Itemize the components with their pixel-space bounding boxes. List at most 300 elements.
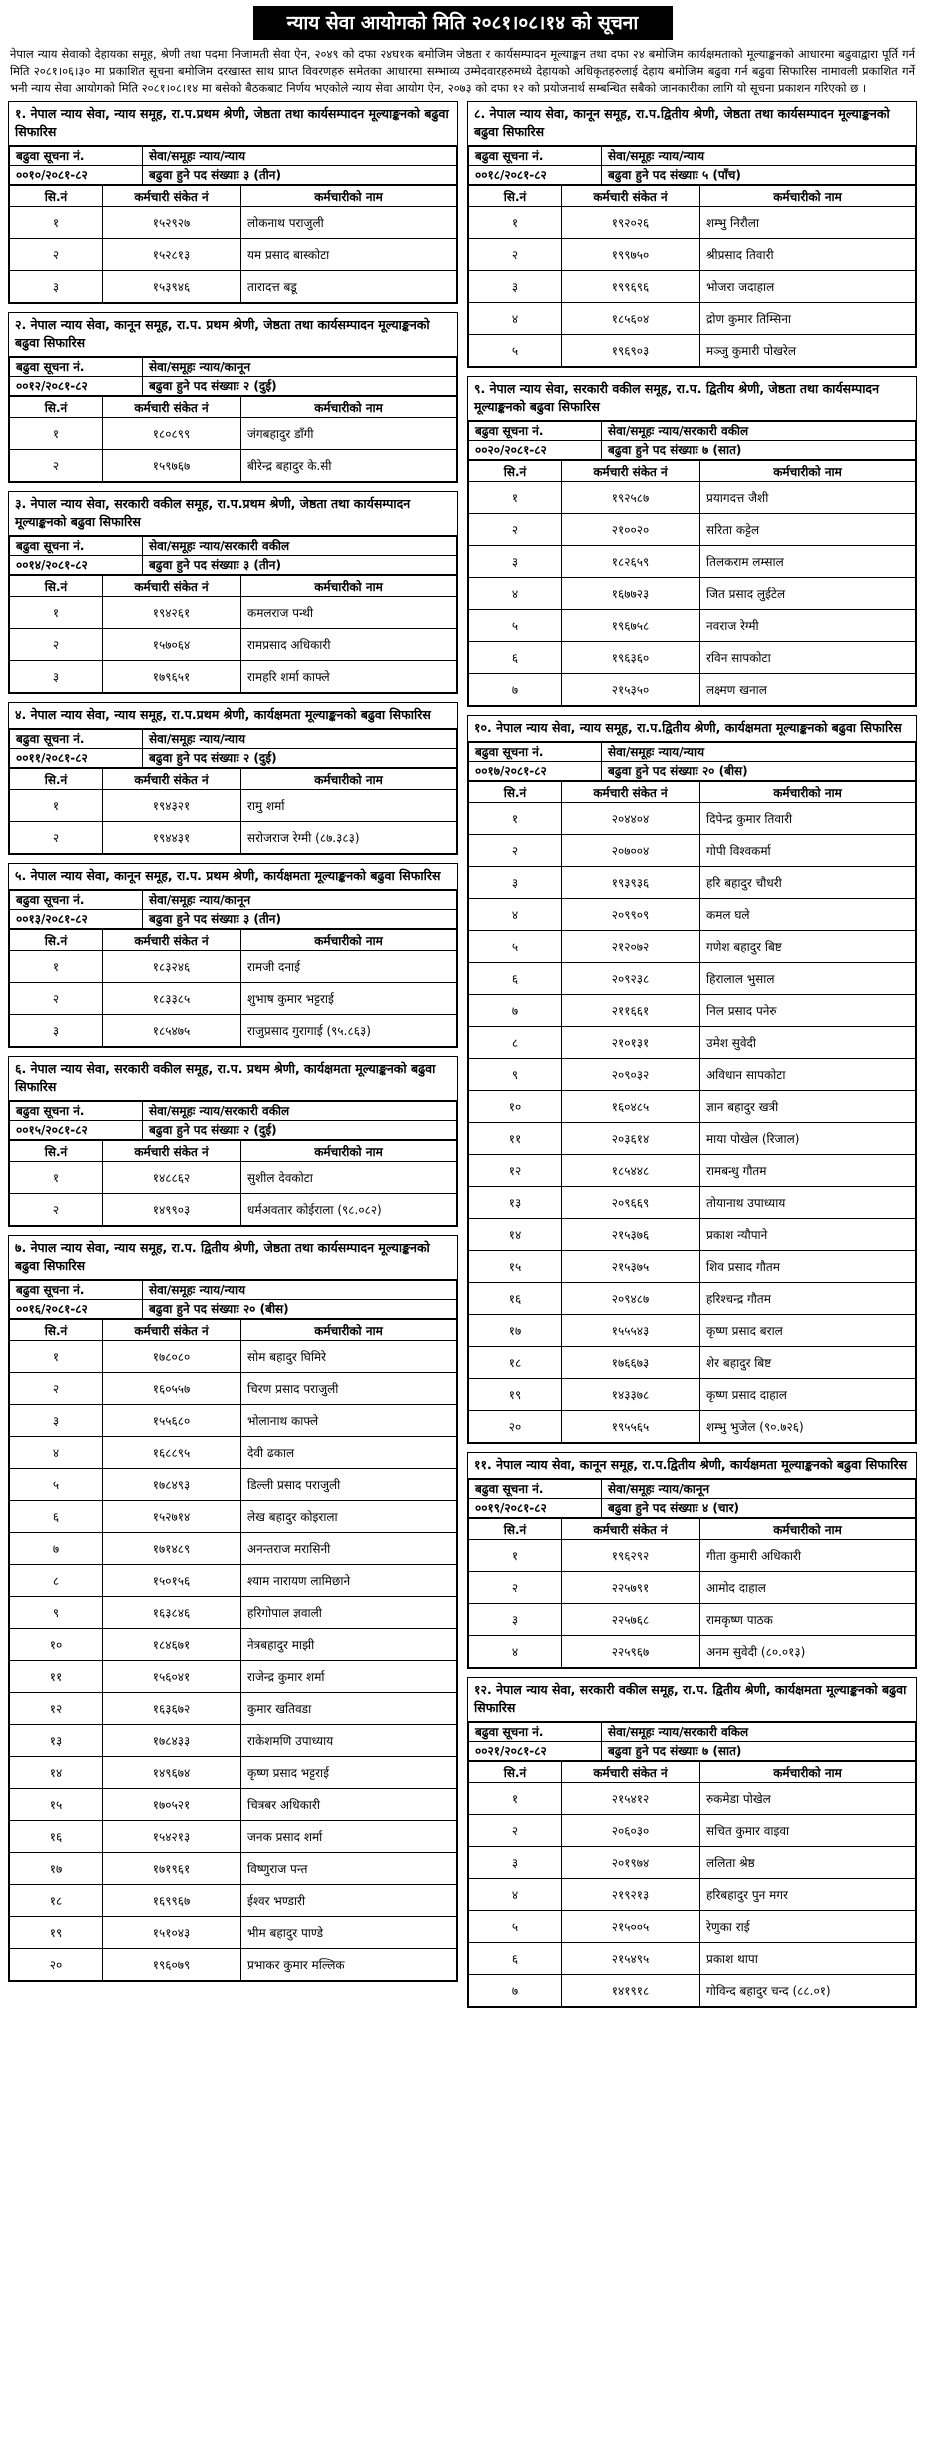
column-header-name: कर्मचारीको नाम bbox=[700, 1762, 916, 1783]
table-row bbox=[10, 418, 457, 450]
employee-name: माया पोखेल (रिजाल) bbox=[700, 1123, 916, 1155]
notice-number-label: बढुवा सूचना नं. bbox=[10, 891, 143, 910]
table-row bbox=[469, 239, 916, 271]
column-header-sn: सि.नं bbox=[469, 1762, 562, 1783]
table-header-row bbox=[10, 397, 457, 418]
employee-code: २१९२१३ bbox=[562, 1879, 700, 1911]
employee-name: ईश्वर भण्डारी bbox=[241, 1885, 457, 1917]
employee-name: रामहरि शर्मा काफ्ले bbox=[241, 661, 457, 693]
employee-code: २०६०३० bbox=[562, 1815, 700, 1847]
employee-code: १९४४३१ bbox=[103, 822, 241, 854]
employee-code: १४९६७४ bbox=[103, 1757, 241, 1789]
serial-number: ४ bbox=[469, 1636, 562, 1668]
serial-number: ३ bbox=[10, 1015, 103, 1047]
employee-name: चिरण प्रसाद पराजुली bbox=[241, 1373, 457, 1405]
table-row bbox=[10, 1661, 457, 1693]
notice-number-label: बढुवा सूचना नं. bbox=[10, 1281, 143, 1300]
employee-name: अनम सुवेदी (८०.०१३) bbox=[700, 1636, 916, 1668]
column-header-sn: सि.नं bbox=[10, 930, 103, 951]
employee-code: २२५९६७ bbox=[562, 1636, 700, 1668]
table-row bbox=[469, 1027, 916, 1059]
employee-name: प्रकाश थापा bbox=[700, 1943, 916, 1975]
table-row bbox=[469, 1847, 916, 1879]
serial-number: १७ bbox=[10, 1853, 103, 1885]
employee-name: राजेन्द्र कुमार शर्मा bbox=[241, 1661, 457, 1693]
notice-info-row bbox=[469, 1742, 916, 1761]
employee-name: शम्भु भुजेल (९०.७२६) bbox=[700, 1411, 916, 1443]
table-header-row bbox=[469, 461, 916, 482]
serial-number: ९ bbox=[469, 1059, 562, 1091]
employee-name: कुमार खतिवडा bbox=[241, 1693, 457, 1725]
employee-name: भोजरा जदाहाल bbox=[700, 271, 916, 303]
notice-info-row bbox=[10, 891, 457, 910]
serial-number: २० bbox=[10, 1949, 103, 1981]
employee-name: शुभाष कुमार भट्टराई bbox=[241, 983, 457, 1015]
notice-number-label: बढुवा सूचना नं. bbox=[10, 537, 143, 556]
serial-number: १ bbox=[10, 207, 103, 239]
employee-name: प्रकाश न्यौपाने bbox=[700, 1219, 916, 1251]
section-heading: ९. नेपाल न्याय सेवा, सरकारी वकील समूह, रा.प. द्वितीय श्रेणी, जेष्ठता तथा कार्यसम्पादन मूल्याङ्कनको बढुवा सिफारिस bbox=[468, 377, 916, 421]
employee-name: अनन्तराज मरासिनी bbox=[241, 1533, 457, 1565]
posts-count: बढुवा हुने पद संख्याः ७ (सात) bbox=[602, 441, 916, 460]
serial-number: ६ bbox=[10, 1501, 103, 1533]
table-row bbox=[469, 867, 916, 899]
serial-number: १६ bbox=[469, 1283, 562, 1315]
table-row bbox=[10, 1853, 457, 1885]
employee-code: १९६७५८ bbox=[562, 610, 700, 642]
table-row bbox=[469, 1975, 916, 2007]
employee-name: द्रोण कुमार तिम्सिना bbox=[700, 303, 916, 335]
notice-info-table bbox=[9, 146, 457, 185]
table-row bbox=[469, 1879, 916, 1911]
recommendation-table bbox=[9, 185, 457, 303]
serial-number: ५ bbox=[469, 335, 562, 367]
employee-name: प्रयागदत्त जैशी bbox=[700, 482, 916, 514]
column-header-code: कर्मचारी संकेत नं bbox=[103, 186, 241, 207]
notice-info-table bbox=[9, 536, 457, 575]
employee-name: भीम बहादुर पाण्डे bbox=[241, 1917, 457, 1949]
serial-number: २ bbox=[469, 1572, 562, 1604]
employee-code: १९२५८७ bbox=[562, 482, 700, 514]
section-heading: २. नेपाल न्याय सेवा, कानून समूह, रा.प. प्रथम श्रेणी, जेष्ठता तथा कार्यसम्पादन मूल्याङ्कनको बढुवा सिफारिस bbox=[9, 313, 457, 357]
employee-name: गोविन्द बहादुर चन्द (८८.०१) bbox=[700, 1975, 916, 2007]
employee-code: १५२९२७ bbox=[103, 207, 241, 239]
column-header-sn: सि.नं bbox=[469, 461, 562, 482]
posts-count: बढुवा हुने पद संख्याः ४ (चार) bbox=[602, 1499, 916, 1518]
column-header-name: कर्मचारीको नाम bbox=[241, 769, 457, 790]
notice-info-row bbox=[10, 556, 457, 575]
employee-code: १६७७२३ bbox=[562, 578, 700, 610]
employee-name: सुशील देवकोटा bbox=[241, 1162, 457, 1194]
serial-number: ९ bbox=[10, 1597, 103, 1629]
column-header-name: कर्मचारीको नाम bbox=[241, 1320, 457, 1341]
employee-code: १७०५२१ bbox=[103, 1789, 241, 1821]
table-row bbox=[10, 629, 457, 661]
recommendation-table bbox=[9, 929, 457, 1047]
serial-number: ६ bbox=[469, 1943, 562, 1975]
notice-number: ००१९/२०८१-८२ bbox=[469, 1499, 602, 1518]
employee-code: १७९६५१ bbox=[103, 661, 241, 693]
employee-name: रामु शर्मा bbox=[241, 790, 457, 822]
column-header-code: कर्मचारी संकेत नं bbox=[562, 461, 700, 482]
table-row bbox=[10, 597, 457, 629]
employee-name: कमल घले bbox=[700, 899, 916, 931]
employee-name: श्याम नारायण लामिछाने bbox=[241, 1565, 457, 1597]
serial-number: १३ bbox=[469, 1187, 562, 1219]
column-header-name: कर्मचारीको नाम bbox=[700, 1519, 916, 1540]
serial-number: ७ bbox=[10, 1533, 103, 1565]
serial-number: ५ bbox=[469, 610, 562, 642]
table-row bbox=[10, 1917, 457, 1949]
notice-info-row bbox=[10, 377, 457, 396]
table-header-row bbox=[469, 1762, 916, 1783]
service-group: सेवा/समूहः न्याय/न्याय bbox=[602, 743, 916, 762]
employee-code: १८३३८५ bbox=[103, 983, 241, 1015]
column-header-code: कर्मचारी संकेत नं bbox=[562, 782, 700, 803]
notice-info-row bbox=[469, 422, 916, 441]
sections-columns bbox=[8, 101, 917, 2016]
employee-name: मञ्जु कुमारी पोखरेल bbox=[700, 335, 916, 367]
employee-name: देवी ढकाल bbox=[241, 1437, 457, 1469]
employee-code: १६०५५७ bbox=[103, 1373, 241, 1405]
employee-code: १७८४३३ bbox=[103, 1725, 241, 1757]
notice-title: न्याय सेवा आयोगको मिति २०८१।०८।१४ को सूचना bbox=[253, 6, 673, 40]
table-row bbox=[469, 1943, 916, 1975]
notice-info-row bbox=[469, 743, 916, 762]
table-row bbox=[10, 1693, 457, 1725]
notice-number-label: बढुवा सूचना नं. bbox=[10, 358, 143, 377]
table-row bbox=[469, 546, 916, 578]
employee-name: आमोद दाहाल bbox=[700, 1572, 916, 1604]
employee-name: कृष्ण प्रसाद बराल bbox=[700, 1315, 916, 1347]
employee-name: तिलकराम लम्साल bbox=[700, 546, 916, 578]
employee-code: १८५६०४ bbox=[562, 303, 700, 335]
serial-number: २ bbox=[10, 1373, 103, 1405]
employee-code: १९९६९६ bbox=[562, 271, 700, 303]
serial-number: २ bbox=[10, 983, 103, 1015]
notice-number: ००१३/२०८१-८२ bbox=[10, 910, 143, 929]
recommendation-table bbox=[468, 185, 916, 367]
employee-name: सरिता कट्टेल bbox=[700, 514, 916, 546]
employee-code: १८२६५९ bbox=[562, 546, 700, 578]
notice-number-label: बढुवा सूचना नं. bbox=[10, 730, 143, 749]
table-row bbox=[10, 1373, 457, 1405]
notice-info-row bbox=[469, 1499, 916, 1518]
column-header-sn: सि.नं bbox=[10, 1320, 103, 1341]
column-header-sn: सि.नं bbox=[10, 769, 103, 790]
column-header-code: कर्मचारी संकेत नं bbox=[562, 1519, 700, 1540]
table-row bbox=[469, 303, 916, 335]
notice-number-label: बढुवा सूचना नं. bbox=[469, 1723, 602, 1742]
table-header-row bbox=[10, 1320, 457, 1341]
notice-info-table bbox=[9, 890, 457, 929]
serial-number: १४ bbox=[469, 1219, 562, 1251]
column-header-sn: सि.नं bbox=[10, 186, 103, 207]
table-row bbox=[469, 1123, 916, 1155]
notice-number: ००१६/२०८१-८२ bbox=[10, 1300, 143, 1319]
column-header-code: कर्मचारी संकेत नं bbox=[103, 576, 241, 597]
employee-code: १५५६८० bbox=[103, 1405, 241, 1437]
section-4 bbox=[8, 702, 458, 855]
serial-number: १९ bbox=[469, 1379, 562, 1411]
table-header-row bbox=[469, 1519, 916, 1540]
recommendation-table bbox=[468, 1518, 916, 1668]
table-row bbox=[469, 514, 916, 546]
notice-info-table bbox=[9, 729, 457, 768]
employee-name: गीता कुमारी अधिकारी bbox=[700, 1540, 916, 1572]
employee-code: १७८०८० bbox=[103, 1341, 241, 1373]
column-header-sn: सि.नं bbox=[469, 782, 562, 803]
employee-name: यम प्रसाद बास्कोटा bbox=[241, 239, 457, 271]
employee-name: गोपी विश्वकर्मा bbox=[700, 835, 916, 867]
posts-count: बढुवा हुने पद संख्याः ३ (तीन) bbox=[143, 166, 457, 185]
employee-name: लक्ष्मण खनाल bbox=[700, 674, 916, 706]
table-row bbox=[10, 1501, 457, 1533]
table-row bbox=[469, 1283, 916, 1315]
notice-info-row bbox=[469, 1723, 916, 1742]
table-row bbox=[469, 642, 916, 674]
section-12 bbox=[467, 1677, 917, 2008]
employee-name: राकेशमणि उपाध्याय bbox=[241, 1725, 457, 1757]
service-group: सेवा/समूहः न्याय/सरकारी वकिल bbox=[602, 1723, 916, 1742]
column-header-name: कर्मचारीको नाम bbox=[241, 1141, 457, 1162]
employee-code: २१५३७६ bbox=[562, 1219, 700, 1251]
table-row bbox=[10, 207, 457, 239]
column-header-sn: सि.नं bbox=[469, 1519, 562, 1540]
section-1 bbox=[8, 101, 458, 304]
table-row bbox=[469, 482, 916, 514]
notice-number: ००१८/२०८१-८२ bbox=[469, 166, 602, 185]
column-header-name: कर्मचारीको नाम bbox=[700, 461, 916, 482]
employee-code: २०४४०४ bbox=[562, 803, 700, 835]
employee-name: विष्णुराज पन्त bbox=[241, 1853, 457, 1885]
employee-name: कृष्ण प्रसाद दाहाल bbox=[700, 1379, 916, 1411]
section-heading: ५. नेपाल न्याय सेवा, कानून समूह, रा.प. प्रथम श्रेणी, कार्यक्षमता मूल्याङ्कनको बढुवा सिफारिस bbox=[9, 864, 457, 890]
employee-name: रुकमेडा पोखेल bbox=[700, 1783, 916, 1815]
table-row bbox=[469, 963, 916, 995]
table-row bbox=[10, 951, 457, 983]
employee-name: हरि बहादुर चौधरी bbox=[700, 867, 916, 899]
notice-number: ००१०/२०८१-८२ bbox=[10, 166, 143, 185]
table-row bbox=[469, 1783, 916, 1815]
serial-number: ७ bbox=[469, 995, 562, 1027]
employee-name: सोम बहादुर घिमिरे bbox=[241, 1341, 457, 1373]
table-row bbox=[469, 1911, 916, 1943]
employee-name: चित्रबर अधिकारी bbox=[241, 1789, 457, 1821]
notice-info-row bbox=[469, 441, 916, 460]
serial-number: ५ bbox=[10, 1469, 103, 1501]
column-header-name: कर्मचारीको नाम bbox=[241, 186, 457, 207]
column-header-sn: सि.नं bbox=[10, 576, 103, 597]
section-heading: १०. नेपाल न्याय सेवा, न्याय समूह, रा.प.द्वितीय श्रेणी, कार्यक्षमता मूल्याङ्कनको बढुवा सिफारिस bbox=[468, 716, 916, 742]
table-row bbox=[469, 1572, 916, 1604]
serial-number: १५ bbox=[469, 1251, 562, 1283]
table-row bbox=[10, 1533, 457, 1565]
employee-code: १५५५४३ bbox=[562, 1315, 700, 1347]
service-group: सेवा/समूहः न्याय/कानून bbox=[143, 891, 457, 910]
notice-number: ००१२/२०८१-८२ bbox=[10, 377, 143, 396]
notice-info-row bbox=[10, 537, 457, 556]
service-group: सेवा/समूहः न्याय/न्याय bbox=[602, 147, 916, 166]
table-header-row bbox=[10, 930, 457, 951]
posts-count: बढुवा हुने पद संख्याः ३ (तीन) bbox=[143, 910, 457, 929]
serial-number: ४ bbox=[469, 578, 562, 610]
column-header-code: कर्मचारी संकेत नं bbox=[103, 930, 241, 951]
employee-code: १९२०२६ bbox=[562, 207, 700, 239]
serial-number: ११ bbox=[10, 1661, 103, 1693]
employee-name: श्रीप्रसाद तिवारी bbox=[700, 239, 916, 271]
employee-name: दिपेन्द्र कुमार तिवारी bbox=[700, 803, 916, 835]
table-row bbox=[10, 1015, 457, 1047]
notice-number: ००२०/२०८१-८२ bbox=[469, 441, 602, 460]
serial-number: २ bbox=[10, 1194, 103, 1226]
column-header-name: कर्मचारीको नाम bbox=[241, 397, 457, 418]
table-row bbox=[10, 1194, 457, 1226]
serial-number: ७ bbox=[469, 1975, 562, 2007]
notice-info-row bbox=[10, 1102, 457, 1121]
column-header-code: कर्मचारी संकेत नं bbox=[103, 1320, 241, 1341]
serial-number: ३ bbox=[469, 867, 562, 899]
serial-number: ३ bbox=[10, 661, 103, 693]
table-header-row bbox=[469, 782, 916, 803]
employee-code: १४३३७८ bbox=[562, 1379, 700, 1411]
notice-info-row bbox=[10, 1121, 457, 1140]
service-group: सेवा/समूहः न्याय/न्याय bbox=[143, 730, 457, 749]
employee-name: भोलानाथ काफ्ले bbox=[241, 1405, 457, 1437]
employee-name: तारादत्त बडू bbox=[241, 271, 457, 303]
employee-name: शिव प्रसाद गौतम bbox=[700, 1251, 916, 1283]
employee-name: हिरालाल भुसाल bbox=[700, 963, 916, 995]
employee-code: २११६६१ bbox=[562, 995, 700, 1027]
table-row bbox=[469, 1219, 916, 1251]
employee-code: १९४३२१ bbox=[103, 790, 241, 822]
table-row bbox=[469, 1815, 916, 1847]
column-header-sn: सि.नं bbox=[469, 186, 562, 207]
notice-number: ००१७/२०८१-८२ bbox=[469, 762, 602, 781]
employee-code: २१५४९५ bbox=[562, 1943, 700, 1975]
table-header-row bbox=[10, 186, 457, 207]
table-row bbox=[469, 271, 916, 303]
table-row bbox=[10, 790, 457, 822]
employee-code: १९६९०३ bbox=[562, 335, 700, 367]
employee-code: २०९२३८ bbox=[562, 963, 700, 995]
employee-name: रामप्रसाद अधिकारी bbox=[241, 629, 457, 661]
section-heading: ७. नेपाल न्याय सेवा, न्याय समूह, रा.प. द्वितीय श्रेणी, जेष्ठता तथा कार्यसम्पादन मूल्याङ्कनको बढुवा सिफारिस bbox=[9, 1236, 457, 1280]
service-group: सेवा/समूहः न्याय/न्याय bbox=[143, 1281, 457, 1300]
column-header-code: कर्मचारी संकेत नं bbox=[103, 1141, 241, 1162]
notice-info-row bbox=[469, 762, 916, 781]
employee-name: शम्भु निरौला bbox=[700, 207, 916, 239]
serial-number: १ bbox=[469, 1540, 562, 1572]
serial-number: ३ bbox=[469, 1604, 562, 1636]
notice-info-table bbox=[9, 1280, 457, 1319]
employee-code: १८४६७१ bbox=[103, 1629, 241, 1661]
serial-number: १ bbox=[469, 207, 562, 239]
employee-code: २२५७९१ bbox=[562, 1572, 700, 1604]
section-2 bbox=[8, 312, 458, 483]
notice-info-table bbox=[468, 742, 916, 781]
recommendation-table bbox=[468, 781, 916, 1443]
table-row bbox=[469, 995, 916, 1027]
notice-info-row bbox=[10, 358, 457, 377]
section-11 bbox=[467, 1452, 917, 1669]
table-row bbox=[469, 674, 916, 706]
left-column bbox=[8, 101, 458, 2016]
service-group: सेवा/समूहः न्याय/न्याय bbox=[143, 147, 457, 166]
table-row bbox=[10, 1629, 457, 1661]
employee-name: ज्ञान बहादुर खत्री bbox=[700, 1091, 916, 1123]
service-group: सेवा/समूहः न्याय/सरकारी वकील bbox=[143, 537, 457, 556]
employee-code: २०७००४ bbox=[562, 835, 700, 867]
notice-info-row bbox=[10, 730, 457, 749]
serial-number: ६ bbox=[469, 963, 562, 995]
table-row bbox=[469, 610, 916, 642]
employee-code: १९६२९२ bbox=[562, 1540, 700, 1572]
serial-number: ८ bbox=[469, 1027, 562, 1059]
notice-info-row bbox=[469, 166, 916, 185]
serial-number: ४ bbox=[469, 1879, 562, 1911]
serial-number: ५ bbox=[469, 1911, 562, 1943]
table-row bbox=[469, 1315, 916, 1347]
service-group: सेवा/समूहः न्याय/कानून bbox=[143, 358, 457, 377]
section-8 bbox=[467, 101, 917, 368]
table-header-row bbox=[10, 576, 457, 597]
employee-name: बीरेन्द्र बहादुर के.सी bbox=[241, 450, 457, 482]
column-header-code: कर्मचारी संकेत नं bbox=[562, 186, 700, 207]
section-6 bbox=[8, 1056, 458, 1227]
section-heading: ११. नेपाल न्याय सेवा, कानून समूह, रा.प.द्वितीय श्रेणी, कार्यक्षमता मूल्याङ्कनको बढुवा सिफारिस bbox=[468, 1453, 916, 1479]
table-row bbox=[469, 899, 916, 931]
column-header-name: कर्मचारीको नाम bbox=[241, 576, 457, 597]
employee-code: २१००२० bbox=[562, 514, 700, 546]
notice-number-label: बढुवा सूचना नं. bbox=[10, 1102, 143, 1121]
serial-number: ११ bbox=[469, 1123, 562, 1155]
table-row bbox=[469, 803, 916, 835]
posts-count: बढुवा हुने पद संख्याः २० (बीस) bbox=[602, 762, 916, 781]
table-row bbox=[10, 1725, 457, 1757]
employee-code: २०९९०९ bbox=[562, 899, 700, 931]
employee-code: १६३६७२ bbox=[103, 1693, 241, 1725]
table-row bbox=[469, 835, 916, 867]
notice-info-table bbox=[468, 421, 916, 460]
section-heading: ३. नेपाल न्याय सेवा, सरकारी वकील समूह, रा.प.प्रथम श्रेणी, जेष्ठता तथा कार्यसम्पादन मूल्याङ्कनको बढुवा सिफारिस bbox=[9, 492, 457, 536]
serial-number: २ bbox=[10, 822, 103, 854]
employee-code: २१०१३१ bbox=[562, 1027, 700, 1059]
employee-name: रामजी दनाई bbox=[241, 951, 457, 983]
notice-info-row bbox=[10, 749, 457, 768]
posts-count: बढुवा हुने पद संख्याः २ (दुई) bbox=[143, 749, 457, 768]
employee-name: तोयानाथ उपाध्याय bbox=[700, 1187, 916, 1219]
employee-name: ललिता श्रेष्ठ bbox=[700, 1847, 916, 1879]
employee-name: रेणुका राई bbox=[700, 1911, 916, 1943]
serial-number: १ bbox=[469, 803, 562, 835]
section-10 bbox=[467, 715, 917, 1444]
recommendation-table bbox=[9, 396, 457, 482]
section-7 bbox=[8, 1235, 458, 1982]
table-row bbox=[469, 1059, 916, 1091]
employee-code: १६३८४६ bbox=[103, 1597, 241, 1629]
table-row bbox=[10, 661, 457, 693]
notice-number-label: बढुवा सूचना नं. bbox=[469, 147, 602, 166]
employee-code: २१५३७५ bbox=[562, 1251, 700, 1283]
table-row bbox=[10, 983, 457, 1015]
serial-number: ३ bbox=[10, 1405, 103, 1437]
recommendation-table bbox=[468, 1761, 916, 2007]
table-row bbox=[10, 1789, 457, 1821]
posts-count: बढुवा हुने पद संख्याः ५ (पाँच) bbox=[602, 166, 916, 185]
employee-name: गणेश बहादुर बिष्ट bbox=[700, 931, 916, 963]
serial-number: १५ bbox=[10, 1789, 103, 1821]
